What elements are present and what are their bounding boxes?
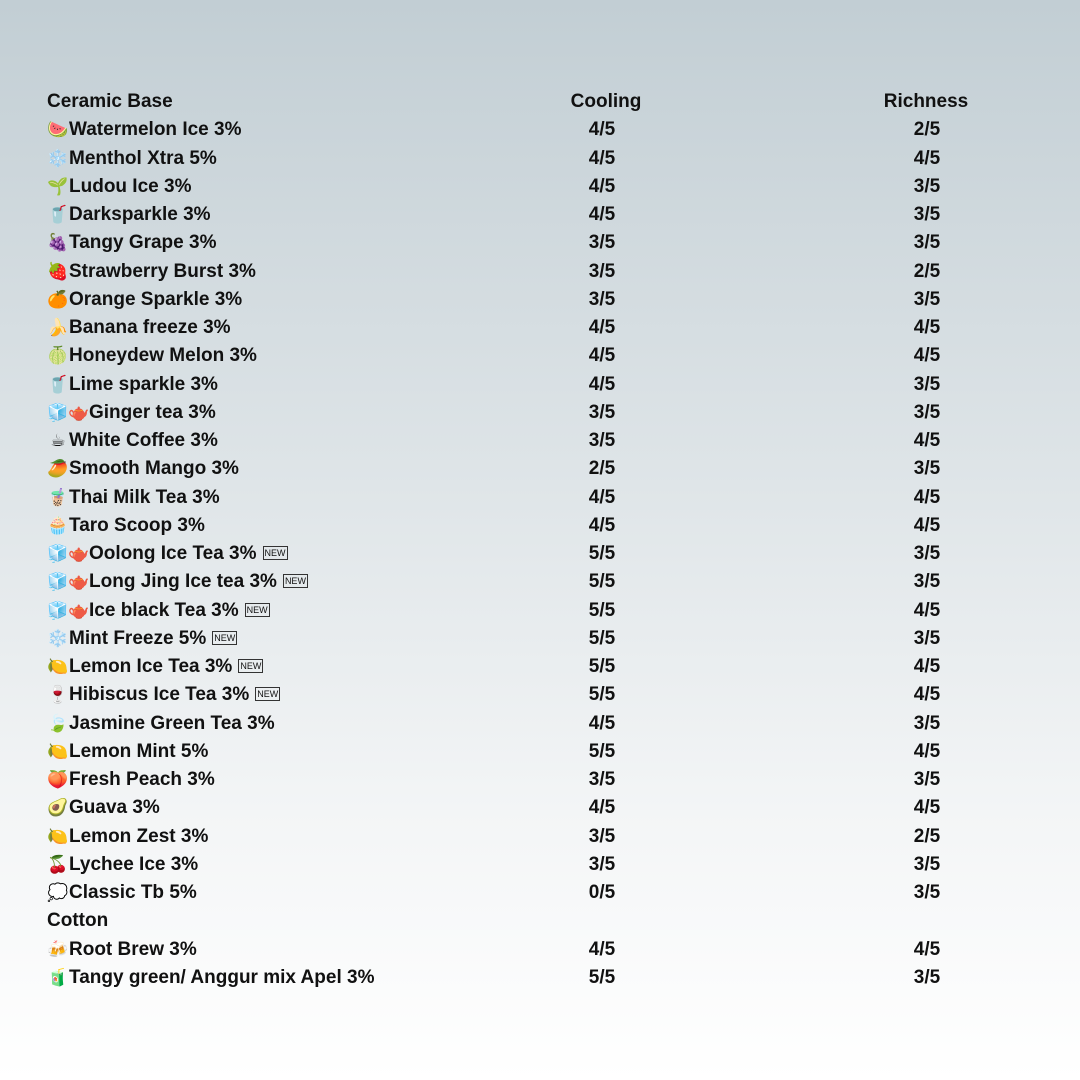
- flavor-name: Taro Scoop 3%: [69, 514, 205, 536]
- richness-value: 3/5: [913, 401, 941, 423]
- flavor-name: Orange Sparkle 3%: [69, 288, 243, 310]
- richness-value: 3/5: [913, 627, 941, 649]
- grape-icon: 🍇: [47, 233, 69, 253]
- flavor-name-cell: [47, 371, 218, 399]
- flavor-name-cell: [47, 116, 241, 144]
- flavor-name: Oolong Ice Tea 3%: [89, 543, 257, 564]
- richness-value: 4/5: [913, 740, 941, 762]
- cooling-value: 4/5: [588, 204, 616, 225]
- richness-value: 3/5: [913, 288, 941, 310]
- richness-value: 3/5: [913, 204, 941, 225]
- cooling-value: 3/5: [588, 825, 616, 847]
- table-row: [47, 427, 1047, 455]
- cooling-value: 3/5: [588, 401, 616, 423]
- richness-value: 2/5: [913, 119, 941, 141]
- flavor-name: Tangy green/ Anggur mix Apel 3%: [69, 966, 375, 988]
- flavor-name: Menthol Xtra 5%: [69, 147, 217, 169]
- peach-icon: 🍑: [47, 770, 69, 789]
- table-row: [47, 794, 1047, 822]
- flavor-name-cell: [47, 710, 275, 738]
- flavor-name: Lemon Ice Tea 3%: [69, 656, 233, 677]
- flavor-name-cell: [47, 201, 211, 229]
- cooling-value: 4/5: [588, 938, 616, 960]
- flavor-name-cell: [47, 399, 216, 427]
- flavor-name: Hibiscus Ice Tea 3%: [69, 684, 250, 706]
- richness-value: 4/5: [913, 486, 941, 508]
- flavor-name-cell: [47, 964, 374, 992]
- header-richness: Richness: [883, 91, 969, 112]
- table-row: [47, 484, 1047, 512]
- wine-glass-icon: 🍷: [47, 685, 69, 705]
- cotton-list: [47, 936, 1047, 993]
- leaf-icon: 🍃: [47, 713, 69, 733]
- richness-value: 2/5: [913, 825, 941, 847]
- table-row: [47, 653, 1047, 681]
- flavor-name-cell: [47, 681, 280, 709]
- new-badge: NEW: [246, 604, 268, 615]
- richness-value: 4/5: [913, 514, 941, 536]
- table-row: [47, 145, 1047, 173]
- flavor-name-cell: [47, 173, 191, 201]
- table-row: [47, 823, 1047, 851]
- new-badge: NEW: [257, 689, 279, 700]
- flavor-name: Thai Milk Tea 3%: [69, 486, 220, 508]
- orange-icon: 🍊: [47, 289, 69, 309]
- flavor-name-cell: [47, 540, 288, 568]
- flavor-name-cell: [47, 851, 198, 879]
- bubble-tea-icon: 🧋: [47, 487, 69, 507]
- richness-value: 3/5: [913, 882, 941, 903]
- flavor-name-cell: [47, 794, 160, 822]
- flavor-name-cell: [47, 512, 205, 540]
- richness-value: 4/5: [913, 345, 941, 367]
- flavor-name: Honeydew Melon 3%: [69, 345, 257, 367]
- table-row: [47, 258, 1047, 286]
- flavor-name-cell: [47, 229, 216, 257]
- cooling-value: 4/5: [588, 317, 616, 338]
- cooling-value: 5/5: [588, 543, 616, 564]
- richness-value: 3/5: [913, 543, 941, 564]
- flavor-name-cell: [47, 568, 308, 596]
- new-badge: NEW: [214, 632, 236, 643]
- cooling-value: 5/5: [588, 599, 616, 621]
- richness-value: 3/5: [913, 458, 941, 480]
- cooling-value: 5/5: [588, 684, 616, 706]
- seedling-icon: 🌱: [47, 176, 69, 196]
- flavor-name-cell: [47, 258, 256, 286]
- flavor-name-cell: [47, 314, 231, 342]
- richness-value: 4/5: [913, 656, 941, 677]
- flavor-name-cell: [47, 484, 220, 512]
- flavor-name-cell: [47, 766, 215, 794]
- table-row: [47, 201, 1047, 229]
- cooling-value: 3/5: [588, 288, 616, 310]
- richness-value: 3/5: [913, 769, 941, 790]
- cooling-value: 3/5: [588, 430, 616, 451]
- mango-icon: 🥭: [47, 459, 69, 479]
- flavor-name: Darksparkle 3%: [69, 204, 211, 225]
- ice-teapot-icon: 🧊🫖: [47, 572, 90, 592]
- flavor-name-cell: [47, 427, 218, 455]
- coffee-icon: ☕: [50, 431, 66, 450]
- flavor-name: Lemon Zest 3%: [69, 825, 209, 847]
- flavor-name-cell: [47, 653, 263, 681]
- new-badge: NEW: [284, 576, 306, 587]
- cupcake-icon: 🧁: [47, 515, 69, 535]
- ice-teapot-icon: 🧊🫖: [47, 544, 90, 563]
- richness-value: 4/5: [913, 938, 941, 960]
- cooling-value: 0/5: [588, 882, 616, 903]
- flavor-name: Classic Tb 5%: [69, 882, 197, 903]
- flavor-name: Lychee Ice 3%: [69, 853, 199, 875]
- new-badge: NEW: [264, 548, 286, 558]
- header-cooling: Cooling: [570, 91, 642, 112]
- flavor-name: Root Brew 3%: [69, 938, 197, 960]
- cooling-value: 4/5: [588, 147, 616, 169]
- ice-teapot-icon: 🧊🫖: [47, 600, 90, 620]
- flavor-name: Fresh Peach 3%: [69, 769, 215, 790]
- cooling-value: 3/5: [588, 853, 616, 875]
- flavor-name: Watermelon Ice 3%: [69, 119, 242, 141]
- cooling-value: 4/5: [588, 345, 616, 367]
- cooling-value: 3/5: [588, 232, 616, 254]
- table-row: [47, 710, 1047, 738]
- richness-value: 4/5: [913, 599, 941, 621]
- ceramic-list: [47, 116, 1047, 907]
- flavor-table: [47, 88, 1047, 992]
- richness-value: 3/5: [913, 853, 941, 875]
- table-row: [47, 568, 1047, 596]
- cherry-icon: 🍒: [47, 854, 69, 874]
- table-row: [47, 625, 1047, 653]
- cooling-value: 3/5: [588, 769, 616, 790]
- flavor-name: Strawberry Burst 3%: [69, 260, 256, 282]
- strawberry-icon: 🍓: [47, 261, 69, 281]
- table-row: [47, 173, 1047, 201]
- flavor-name-cell: [47, 455, 239, 483]
- flavor-name-cell: [47, 625, 237, 653]
- cooling-value: 4/5: [588, 486, 616, 508]
- cooling-value: 4/5: [588, 119, 616, 141]
- table-row: [47, 229, 1047, 257]
- flavor-name-cell: [47, 879, 197, 907]
- table-row: [47, 116, 1047, 144]
- melon-icon: 🍈: [47, 346, 69, 366]
- richness-value: 4/5: [913, 317, 941, 338]
- flavor-name: Banana freeze 3%: [69, 317, 231, 338]
- lemon-icon: 🍋: [47, 741, 69, 761]
- richness-value: 2/5: [913, 260, 941, 282]
- table-row: [47, 936, 1047, 964]
- cooling-value: 4/5: [588, 797, 616, 819]
- table-row: [47, 681, 1047, 709]
- cooling-value: 5/5: [588, 966, 616, 988]
- cooling-value: 4/5: [588, 373, 616, 395]
- richness-value: 3/5: [913, 712, 941, 734]
- cooling-value: 4/5: [588, 712, 616, 734]
- table-row: [47, 540, 1047, 568]
- table-row: [47, 512, 1047, 540]
- table-row: [47, 314, 1047, 342]
- banana-icon: 🍌: [47, 318, 69, 337]
- flavor-name-cell: [47, 342, 257, 370]
- flavor-name-cell: [47, 936, 197, 964]
- richness-value: 3/5: [913, 571, 941, 593]
- cooling-value: 5/5: [588, 656, 616, 677]
- table-row: [47, 879, 1047, 907]
- flavor-name: Mint Freeze 5%: [69, 627, 207, 649]
- flavor-name-cell: [47, 738, 208, 766]
- cotton-label: Cotton: [47, 910, 109, 932]
- avocado-icon: 🥑: [47, 798, 69, 818]
- cooling-value: 5/5: [588, 627, 616, 649]
- cooling-value: 2/5: [588, 458, 616, 480]
- new-badge: NEW: [240, 661, 262, 671]
- richness-value: 4/5: [913, 684, 941, 706]
- richness-value: 3/5: [913, 966, 941, 988]
- table-row: [47, 964, 1047, 992]
- table-row: [47, 597, 1047, 625]
- flavor-name: Tangy Grape 3%: [69, 232, 217, 254]
- beer-icon: 🍻: [47, 939, 69, 959]
- cloud-icon: 💭: [47, 883, 69, 902]
- ice-teapot-icon: 🧊🫖: [47, 402, 90, 422]
- flavor-name-cell: [47, 823, 208, 851]
- cooling-value: 4/5: [588, 175, 616, 197]
- flavor-name: White Coffee 3%: [69, 430, 218, 451]
- cooling-value: 5/5: [588, 571, 616, 593]
- table-row: [47, 342, 1047, 370]
- cooling-value: 4/5: [588, 514, 616, 536]
- richness-value: 3/5: [913, 232, 941, 254]
- table-row: [47, 371, 1047, 399]
- table-row: [47, 851, 1047, 879]
- header-name: Ceramic Base: [47, 91, 173, 112]
- flavor-name: Long Jing Ice tea 3%: [89, 571, 277, 593]
- richness-value: 4/5: [913, 797, 941, 819]
- section-label-cotton: [47, 907, 1047, 935]
- table-row: [47, 286, 1047, 314]
- flavor-name-cell: [47, 597, 270, 625]
- flavor-name: Lemon Mint 5%: [69, 740, 209, 762]
- flavor-name: Jasmine Green Tea 3%: [69, 712, 275, 734]
- table-row: [47, 455, 1047, 483]
- lemon-icon: 🍋: [47, 826, 69, 846]
- lemon-icon: 🍋: [47, 657, 69, 676]
- soda-cup-icon: 🥤: [47, 374, 69, 394]
- richness-value: 3/5: [913, 175, 941, 197]
- soda-cup-icon: 🥤: [47, 205, 69, 224]
- table-row: [47, 766, 1047, 794]
- cooling-value: 5/5: [588, 740, 616, 762]
- richness-value: 4/5: [913, 147, 941, 169]
- flavor-name-cell: [47, 145, 217, 173]
- flavor-name: Ice black Tea 3%: [89, 599, 239, 621]
- flavor-name-cell: [47, 286, 242, 314]
- flavor-name: Smooth Mango 3%: [69, 458, 239, 480]
- flavor-name: Guava 3%: [69, 797, 160, 819]
- richness-value: 3/5: [913, 373, 941, 395]
- table-header: [47, 88, 1047, 116]
- flavor-name: Lime sparkle 3%: [69, 373, 218, 395]
- snowflake-icon: ❄️: [47, 628, 69, 648]
- flavor-name: Ludou Ice 3%: [69, 175, 192, 197]
- cooling-value: 3/5: [588, 260, 616, 282]
- snowflake-icon: ❄️: [47, 148, 69, 168]
- table-row: [47, 738, 1047, 766]
- table-row: [47, 399, 1047, 427]
- juice-box-icon: 🧃: [47, 967, 69, 987]
- flavor-name: Ginger tea 3%: [89, 401, 216, 423]
- watermelon-icon: 🍉: [47, 120, 69, 140]
- richness-value: 4/5: [913, 430, 941, 451]
